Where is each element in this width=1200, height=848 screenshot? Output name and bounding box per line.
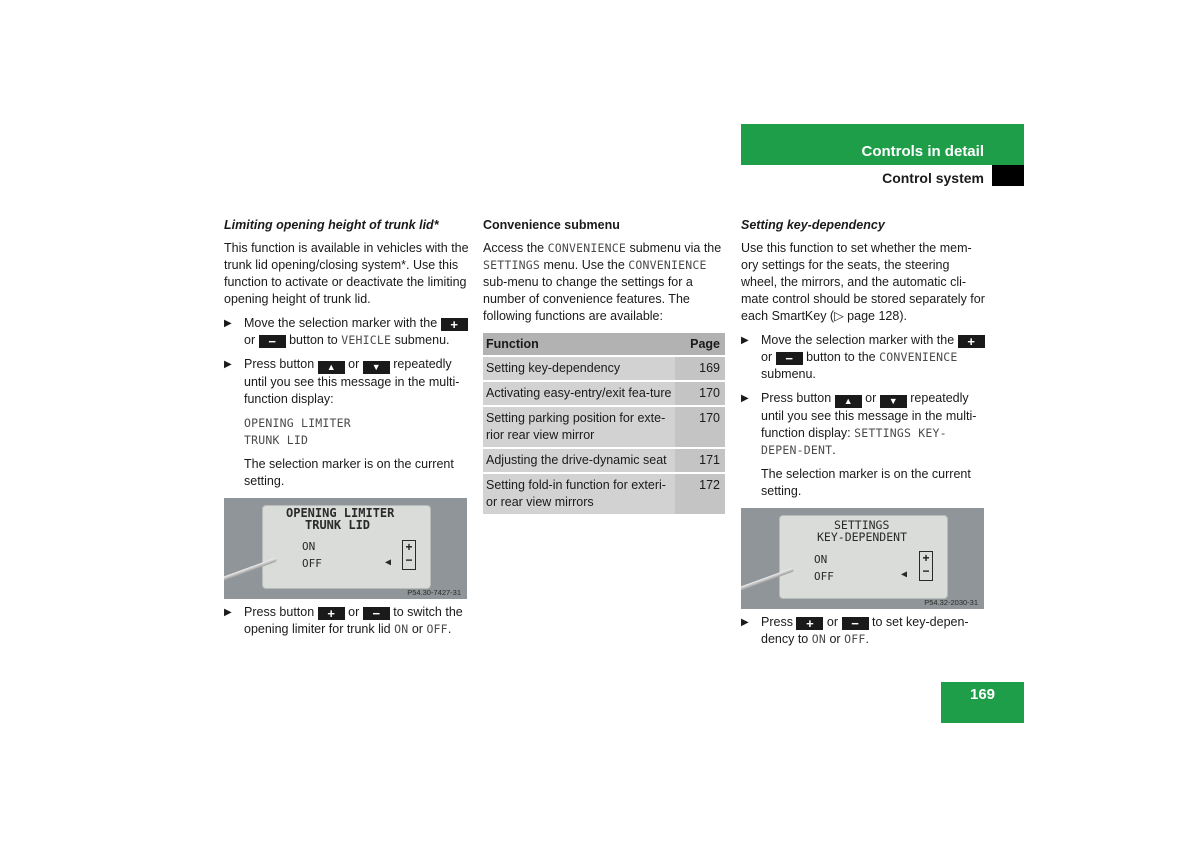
step-set-key-dependency: ▶ Press + or − to set key-depen-dency to ON or OFF. xyxy=(741,615,969,646)
trunk-lid-intro: This function is available in vehicles with the trunk lid opening/closing system*. Use this function to activate or deactivate the limiting opening height of trunk lid. xyxy=(224,241,469,306)
heading-convenience: Convenience submenu xyxy=(483,218,620,232)
plus-button-icon: + xyxy=(318,607,345,620)
selection-note: The selection marker is on the current setting. xyxy=(761,467,971,498)
heading-key-dependency: Setting key-dependency xyxy=(741,218,885,232)
up-arrow-button-icon: ▲ xyxy=(835,395,862,408)
display-image-key-dependent xyxy=(741,508,984,609)
column-trunk-lid xyxy=(224,218,469,645)
plus-button-icon: + xyxy=(796,617,823,630)
header-page: Page xyxy=(675,333,725,356)
table-row: Activating easy-entry/exit fea-ture 170 xyxy=(483,381,725,406)
table-header-row xyxy=(483,333,725,356)
column-convenience xyxy=(483,218,725,516)
selection-marker-icon: ◀ xyxy=(901,569,908,580)
bullet-triangle-icon: ▶ xyxy=(741,617,749,628)
lcd-line1: OPENING LIMITER xyxy=(286,506,395,520)
plus-minus-icon: + − xyxy=(402,540,416,570)
lcd-off: OFF xyxy=(814,570,834,583)
plus-minus-icon: + − xyxy=(919,551,933,581)
minus-button-icon: − xyxy=(776,352,803,365)
selection-marker-icon: ◀ xyxy=(385,557,392,568)
table-row: Adjusting the drive-dynamic seat 171 xyxy=(483,448,725,473)
bullet-triangle-icon: ▶ xyxy=(741,393,749,404)
table-row: Setting key-dependency 169 xyxy=(483,356,725,381)
table-row: Setting parking position for exte-rior rear view mirror 170 xyxy=(483,406,725,448)
plus-button-icon: + xyxy=(958,335,985,348)
section-title: Controls in detail xyxy=(861,143,984,160)
down-arrow-button-icon: ▼ xyxy=(363,361,390,374)
step-move-marker: ▶ Move the selection marker with the + or − button to the CONVENIENCE submenu. xyxy=(741,332,986,383)
lcd-on: ON xyxy=(302,540,316,553)
table-row: Setting fold-in function for exteri-or rear view mirrors 172 xyxy=(483,473,725,515)
lcd-on: ON xyxy=(814,553,828,566)
page-number: 169 xyxy=(941,682,1024,723)
minus-button-icon: − xyxy=(842,617,869,630)
step-press-button: ▶ Press button ▲ or ▼ repeatedly until you see this message in the multi-function display: xyxy=(224,357,460,406)
bullet-triangle-icon: ▶ xyxy=(741,335,749,346)
header-function: Function xyxy=(483,333,675,356)
lcd-line2: KEY-DEPENDENT xyxy=(817,530,908,544)
menu-vehicle: VEHICLE xyxy=(341,333,392,347)
key-dependency-intro: Use this function to set whether the mem-ory settings for the seats, the steering wheel, the mirrors, and the automatic cli-mate control should be stored separately for each SmartKey (▷ page 128). xyxy=(741,241,985,323)
step-switch-limiter: ▶ Press button + or − to switch the opening limiter for trunk lid ON or OFF. xyxy=(224,605,463,636)
column-key-dependency xyxy=(741,218,986,655)
display-message: OPENING LIMITER TRUNK LID xyxy=(244,416,351,447)
up-arrow-button-icon: ▲ xyxy=(318,361,345,374)
plus-button-icon: + xyxy=(441,318,468,331)
lcd-line2: TRUNK LID xyxy=(305,518,371,532)
bullet-triangle-icon: ▶ xyxy=(224,607,232,618)
lcd-line1: SETTINGS xyxy=(834,518,890,532)
bullet-triangle-icon: ▶ xyxy=(224,359,232,370)
section-subtitle: Control system xyxy=(882,170,984,186)
heading-trunk-lid: Limiting opening height of trunk lid* xyxy=(224,218,439,232)
menu-convenience: CONVENIENCE xyxy=(879,350,958,364)
convenience-intro: Access the CONVENIENCE submenu via the SETTINGS menu. Use the CONVENIENCE sub-menu to change the settings for a number of convenience features. The following functions are available: xyxy=(483,241,722,323)
minus-button-icon: − xyxy=(363,607,390,620)
step-move-marker: ▶ Move the selection marker with the + or − button to VEHICLE submenu. xyxy=(224,315,469,349)
display-image-opening-limiter xyxy=(224,498,467,599)
selection-note: The selection marker is on the current setting. xyxy=(244,457,454,488)
image-code: P54.32-2030-31 xyxy=(924,598,978,607)
bullet-triangle-icon: ▶ xyxy=(224,318,232,329)
minus-button-icon: − xyxy=(259,335,286,348)
subtitle-tab xyxy=(992,165,1024,186)
functions-table xyxy=(483,333,725,516)
down-arrow-button-icon: ▼ xyxy=(880,395,907,408)
lcd-off: OFF xyxy=(302,557,322,570)
step-press-button: ▶ Press button ▲ or ▼ repeatedly until you see this message in the multi-function display: SETTINGS KEY-DEPEN-DENT. xyxy=(741,391,977,457)
image-code: P54.30-7427-31 xyxy=(407,588,461,597)
